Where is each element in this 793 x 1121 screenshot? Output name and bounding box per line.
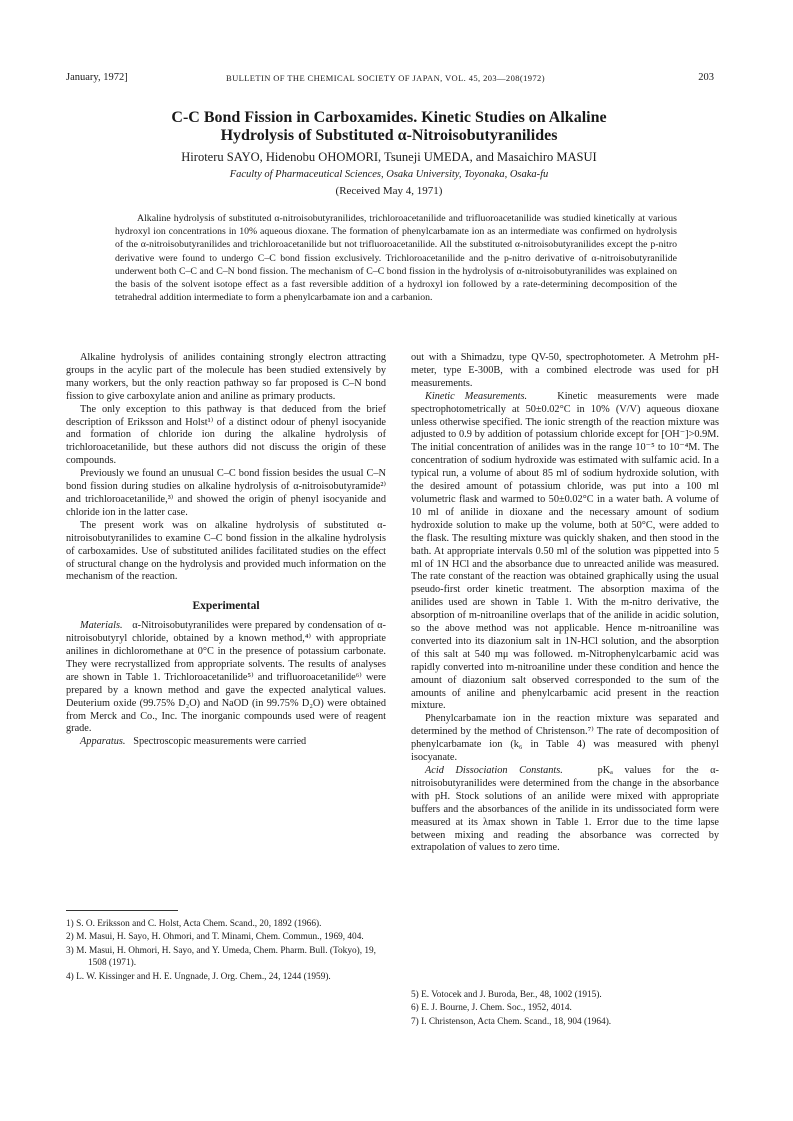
footnote-2: 2) M. Masui, H. Sayo, H. Ohmori, and T. Minami, Chem. Commun., 1969, 404. bbox=[66, 932, 364, 943]
title-line-1: C-C Bond Fission in Carboxamides. Kinetic Studies on Alkaline bbox=[171, 109, 607, 126]
footnotes-left bbox=[66, 918, 386, 984]
footnote-1: 1) S. O. Eriksson and C. Holst, Acta Chem. Scand., 20, 1892 (1966). bbox=[66, 919, 322, 929]
phenylcarbamate-paragraph: Phenylcarbamate ion in the reaction mixture was separated and determined by the method of Christenson.⁷⁾ The rate of decomposition of phenylcarbamate ion (k₆ in Table 4) was measured with phenyl isocyanate. bbox=[411, 713, 719, 764]
materials-text: α-Nitroisobutyranilides were prepared by condensation of α-nitroisobutyryl chloride, obtained by a known method,⁴⁾ with appropriate anilines in dichloromethane at 0°C in the presence of potassium carbonate. They were recrystallized from appropriate solvents. The results of analyses are shown in Table 1. Trichloroacetanilide⁵⁾ and trifluoroacetanilide⁶⁾ were prepared by a known method and gave the expected analytical values. Deuterium oxide (99.75% D₂O) and NaOD (in 99.75% D₂O) were obtained from Merck and Co., Inc. The inorganic compounds used were of reagent grade. bbox=[66, 620, 386, 735]
kinetic-paragraph bbox=[411, 391, 719, 714]
abstract-text: Alkaline hydrolysis of substituted α-nitroisobutyranilides, trichloroacetanilide and trifluoroacetanilide was studied kinetically at various hydroxyl ion concentrations in 10% aqueous dioxane. The formation of phenylcarbamate ion as an intermediate was confirmed on hydrolysis of the α-nitroisobutyranilides and trichloroacetanilide but not trifluoroacetanilide. All the substituted α-nitroisobutyranilides except the p-nitro derivative were found to undergo C–C bond fission exclusively. Trichloroacetanilide and the p-nitro derivative of α-nitroisobutyranilide underwent both C–C and C–N bond fission. The mechanism of C–C bond fission in the hydrolysis of α-nitroisobutyranilides was explained on the basis of the solvent isotope effect as a fast reversible addition of a hydroxyl ion followed by a rate-determining decomposition of the tetrahedral addition intermediate to form a phenylcarbamate ion and a carbanion. bbox=[115, 213, 677, 304]
intro-paragraph-4: The present work was on alkaline hydrolysis of substituted α-nitroisobutyranilides to examine C–C bond fission in the alkaline hydrolysis of carboxamides. Use of substituted anilides facilitated studies on the effect of structural change on the hydrolysis and provided much information on the mechanism of the reaction. bbox=[66, 519, 386, 583]
affiliation: Faculty of Pharmaceutical Sciences, Osaka University, Toyonaka, Osaka-fu bbox=[229, 169, 549, 180]
footnote-4: 4) L. W. Kissinger and H. E. Ungnade, J. Org. Chem., 24, 1244 (1959). bbox=[66, 971, 331, 982]
issue-date: January, 1972] bbox=[66, 72, 128, 83]
footnote-7: 7) I. Christenson, Acta Chem. Scand., 18, 904 (1964). bbox=[411, 1016, 612, 1027]
received-date: (Received May 4, 1971) bbox=[335, 185, 443, 197]
right-column bbox=[411, 352, 719, 855]
intro-paragraph-2: The only exception to this pathway is that deduced from the brief description of Eriksson and Holst¹⁾ of a distinct odour of phenyl isocyanide and formation of chloride ion during the alkaline hydrolysis of trichloroacetanilide, but these authors did not discuss the origin of these compounds. bbox=[66, 403, 386, 467]
footnote-3: 3) M. Masui, H. Ohmori, H. Sayo, and Y. Umeda, Chem. Pharm. Bull. (Tokyo), 19, 1508 (1971). bbox=[66, 945, 376, 969]
title-line-2: Hydrolysis of Substituted α-Nitroisobutyranilides bbox=[220, 127, 558, 144]
left-column bbox=[66, 352, 386, 749]
materials-paragraph bbox=[66, 620, 386, 736]
acid-label: Acid Dissociation Constants. bbox=[425, 765, 563, 776]
kinetic-label: Kinetic Measurements. bbox=[425, 390, 528, 402]
footnote-divider-left bbox=[66, 910, 178, 911]
kinetic-text: Kinetic measurements were made spectrophotometrically at 50±0.02°C in 10% (V/V) aqueous dioxane unless otherwise specified. The ionic strength of the reaction mixture was adjusted to 0.9 by addition of potassium chloride except for [OH⁻]>0.9M. The initial concentration of anilides was in the range 10⁻⁵ to 10⁻⁴M. The concentration of sodium hydroxide was estimated with sulfamic acid. In a typical run, a volume of about 85 ml of sodium hydroxide solution, with the desired amount of potassium chloride, was put into a 100 ml volumetric flask and warmed to 50±0.02°C in a water bath. A volume of 10 ml of anilide in dioxane and the necessary amount of sodium hydroxide solution to make up the volume, both at 50°C, were added to the flask. The resulting mixture was quickly shaken, and then stood in the bath. At appropriate intervals 0.50 ml of the solution was pippetted into 5 ml of 1N HCl and the absorbance due to unreacted anilide was measured. The rate constant of the reaction was obtained graphically using the usual pseudo-first order kinetic treatment. The absorption maxima of the anilides used are shown in Table 1. With the m-nitro derivative, the absorption of m-nitroaniline overlaps that of the anilide in acidic solution, so the above method was not applicable. Hence m-nitroaniline was converted into its diazonium salt in 1N-HCl solution, and the absorption of this salt at 540 mμ was followed. m-Nitrophenylcarbamic acid was rapidly converted into m-nitroaniline under these condition and hence the amount of diazonium salt observed corresponded to the sum of the amounts of aniline and phenylcarbamic acid present in the reaction mixture. bbox=[411, 390, 720, 712]
author-list: Hiroteru SAYO, Hidenobu OHOMORI, Tsuneji UMEDA, and Masaichiro MASUI bbox=[181, 150, 597, 164]
apparatus-label: Apparatus. bbox=[80, 736, 126, 748]
page-number: 203 bbox=[698, 72, 714, 83]
section-heading-experimental: Experimental bbox=[192, 600, 260, 613]
intro-paragraph-3: Previously we found an unusual C–C bond fission besides the usual C–N bond fission during studies on alkaline hydrolysis of α-nitroisobutyramide²⁾ and trichloroacetanilide,³⁾ and showed the origin of phenyl isocyanide and chloride ion in the latter case. bbox=[66, 468, 386, 518]
acid-text: pKₐ values for the α-nitroisobutyranilides were determined from the change in the absorbance with pH. Stock solutions of an anilide were mixed with appropriate buffers and the absorbances of the anilide in its undissociated form were measured at its λmax shown in Table 1. Error due to the time lapse between mixing and reading the absorbance was corrected by extrapolation of values to zero time. bbox=[411, 765, 719, 854]
materials-label: Materials. bbox=[80, 620, 123, 632]
footnote-6: 6) E. J. Bourne, J. Chem. Soc., 1952, 4014. bbox=[411, 1003, 572, 1014]
apparatus-continued: out with a Shimadzu, type QV-50, spectrophotometer. A Metrohm pH-meter, type E-300B, with a combined electrode was used for pH measurements. bbox=[411, 352, 719, 389]
apparatus-text: Spectroscopic measurements were carried bbox=[133, 736, 307, 748]
journal-citation: BULLETIN OF THE CHEMICAL SOCIETY OF JAPAN, VOL. 45, 203—208(1972) bbox=[226, 73, 545, 83]
apparatus-paragraph bbox=[66, 736, 386, 749]
footnote-5: 5) E. Votocek and J. Buroda, Ber., 48, 1002 (1915). bbox=[411, 990, 602, 1000]
acid-dissociation-paragraph bbox=[411, 765, 719, 855]
abstract bbox=[115, 212, 677, 304]
intro-paragraph-1: Alkaline hydrolysis of anilides containing strongly electron attracting groups in the acylic part of the molecule has been studied extensively by many workers, but the only reaction pathway so far proposed is C–N bond fission to give carboxylate anion and aniline as primary products. bbox=[66, 352, 386, 402]
running-header bbox=[66, 72, 712, 86]
footnotes-right bbox=[411, 989, 719, 1029]
